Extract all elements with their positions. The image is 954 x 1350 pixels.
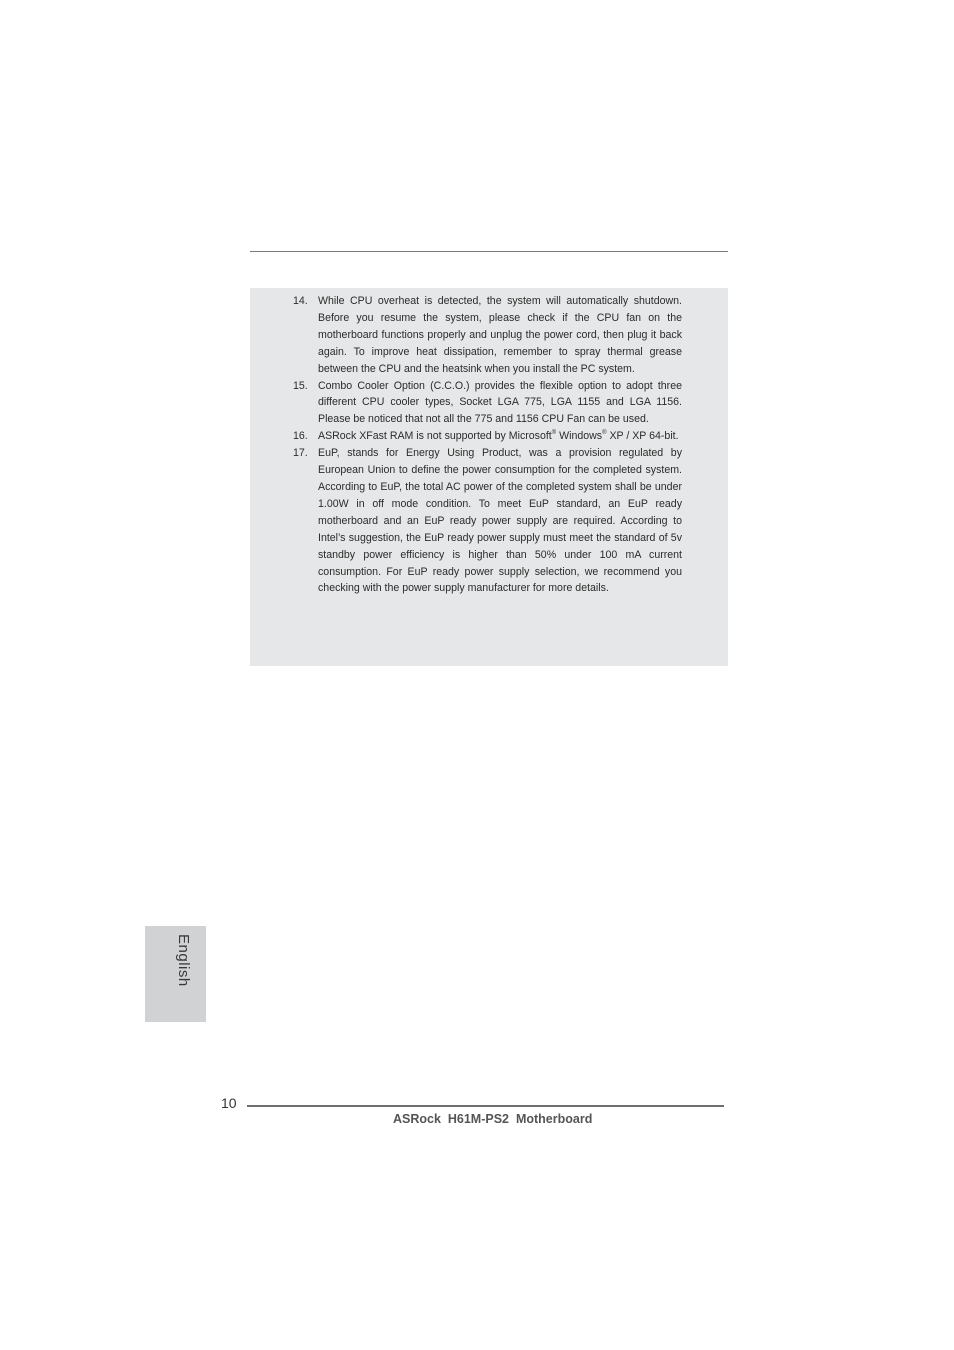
- language-tab: [145, 926, 206, 1022]
- note-number: 14.: [293, 295, 308, 307]
- footer-divider: [247, 1105, 724, 1107]
- note-item-16: [293, 428, 682, 445]
- footer-title: ASRock H61M-PS2 Motherboard: [393, 1112, 593, 1126]
- registered-mark: ®: [602, 430, 607, 437]
- note-number: 16.: [293, 430, 308, 443]
- note-text: [318, 428, 682, 445]
- note-text: EuP, stands for Energy Using Product, was a provision regulated by European Union to define the power consumption for the completed system. According to EuP, the total AC power of the completed system shall be under 1.00W in off mode condition. To meet EuP standard, an EuP ready motherboard and an EuP ready power supply are required. According to Intel’s suggestion, the EuP ready power supply must meet the standard of 5v standby power efficiency is higher than 50% under 100 mA current consumption. For EuP ready power supply selection, we recommend you checking with the power supply manufacturer for more details.: [318, 447, 682, 595]
- note-item-14: [293, 293, 682, 378]
- note-text: While CPU overheat is detected, the system will automatically shutdown. Before you resume the system, please check if the CPU fan on the motherboard functions properly and unplug the power cord, then plug it back again. To improve heat dissipation, remember to spray thermal grease between the CPU and the heatsink when you install the PC system.: [318, 295, 682, 375]
- note-number: 17.: [293, 447, 308, 460]
- top-divider: [250, 251, 728, 252]
- notes-list: [293, 293, 682, 597]
- notes-panel: [250, 288, 728, 666]
- note-text-part: ASRock XFast RAM is not supported by Microsoft: [318, 430, 552, 443]
- note-text: Combo Cooler Option (C.C.O.) provides the flexible option to adopt three different CPU cooler types, Socket LGA 775, LGA 1155 and LGA 1156. Please be noticed that not all the 775 and 1156 CPU Fan can be used.: [318, 379, 682, 426]
- page-number: 10: [221, 1095, 237, 1111]
- language-tab-label: English: [175, 934, 192, 987]
- registered-mark: ®: [551, 430, 557, 437]
- note-number: 15.: [293, 379, 308, 392]
- note-item-15: [293, 378, 682, 429]
- note-item-17: [293, 445, 682, 597]
- note-text-part: XP / XP 64-bit.: [606, 430, 679, 443]
- note-text-part: Windows: [556, 430, 603, 443]
